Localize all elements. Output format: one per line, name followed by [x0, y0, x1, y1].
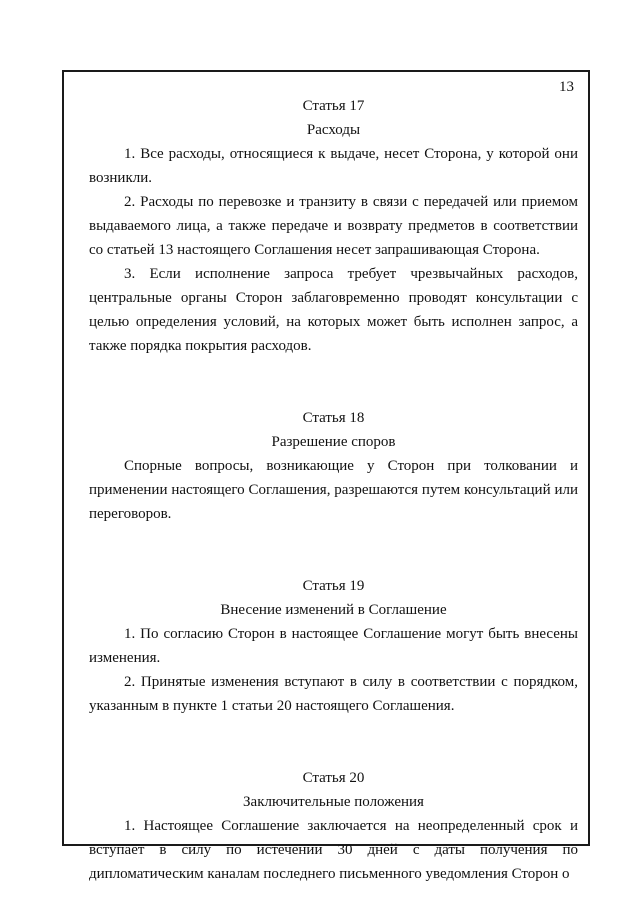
paragraph: 2. Расходы по перевозке и транзиту в связи с передачей или приемом выдаваемого лица, а также передаче и возврату предметов в соответствии со статьей 13 настоящего Соглашения несет запрашивающая Сторона.: [89, 194, 578, 258]
paragraph: 1. По согласию Сторон в настоящее Соглашение могут быть внесены изменения.: [89, 626, 578, 666]
document-body: [89, 94, 578, 886]
paragraph: Спорные вопросы, возникающие у Сторон при толковании и применении настоящего Соглашения, разрешаются путем консультаций или переговоров.: [89, 458, 578, 522]
article-heading: Статья 18: [302, 410, 365, 426]
article-20: [89, 766, 578, 886]
article-title: Заключительные положения: [243, 794, 424, 810]
article-title: Внесение изменений в Соглашение: [220, 602, 447, 618]
spacer: [89, 526, 578, 550]
spacer: [89, 382, 578, 406]
article-18: [89, 406, 578, 526]
spacer: [89, 742, 578, 766]
spacer: [89, 358, 578, 382]
paragraph: 2. Принятые изменения вступают в силу в соответствии с порядком, указанным в пункте 1 статьи 20 настоящего Соглашения.: [89, 674, 578, 714]
page-number: 13: [559, 79, 574, 95]
article-heading: Статья 17: [302, 98, 365, 114]
paragraph: 3. Если исполнение запроса требует чрезвычайных расходов, центральные органы Сторон заблаговременно проводят консультации с целью определения условий, на которых может быть исполнен запрос, а также порядка покрытия расходов.: [89, 266, 578, 354]
article-title: Расходы: [306, 122, 361, 138]
spacer: [89, 550, 578, 574]
article-19: [89, 574, 578, 718]
article-title: Разрешение споров: [271, 434, 396, 450]
spacer: [89, 718, 578, 742]
paragraph: 1. Все расходы, относящиеся к выдаче, несет Сторона, у которой они возникли.: [89, 146, 578, 186]
article-heading: Статья 19: [302, 578, 365, 594]
paragraph: 1. Настоящее Соглашение заключается на неопределенный срок и вступает в силу по истечении 30 дней с даты получения по дипломатическим каналам последнего письменного уведомления Сторон о: [89, 818, 578, 882]
article-heading: Статья 20: [302, 770, 365, 786]
article-17: [89, 94, 578, 358]
page-frame: [62, 70, 590, 882]
